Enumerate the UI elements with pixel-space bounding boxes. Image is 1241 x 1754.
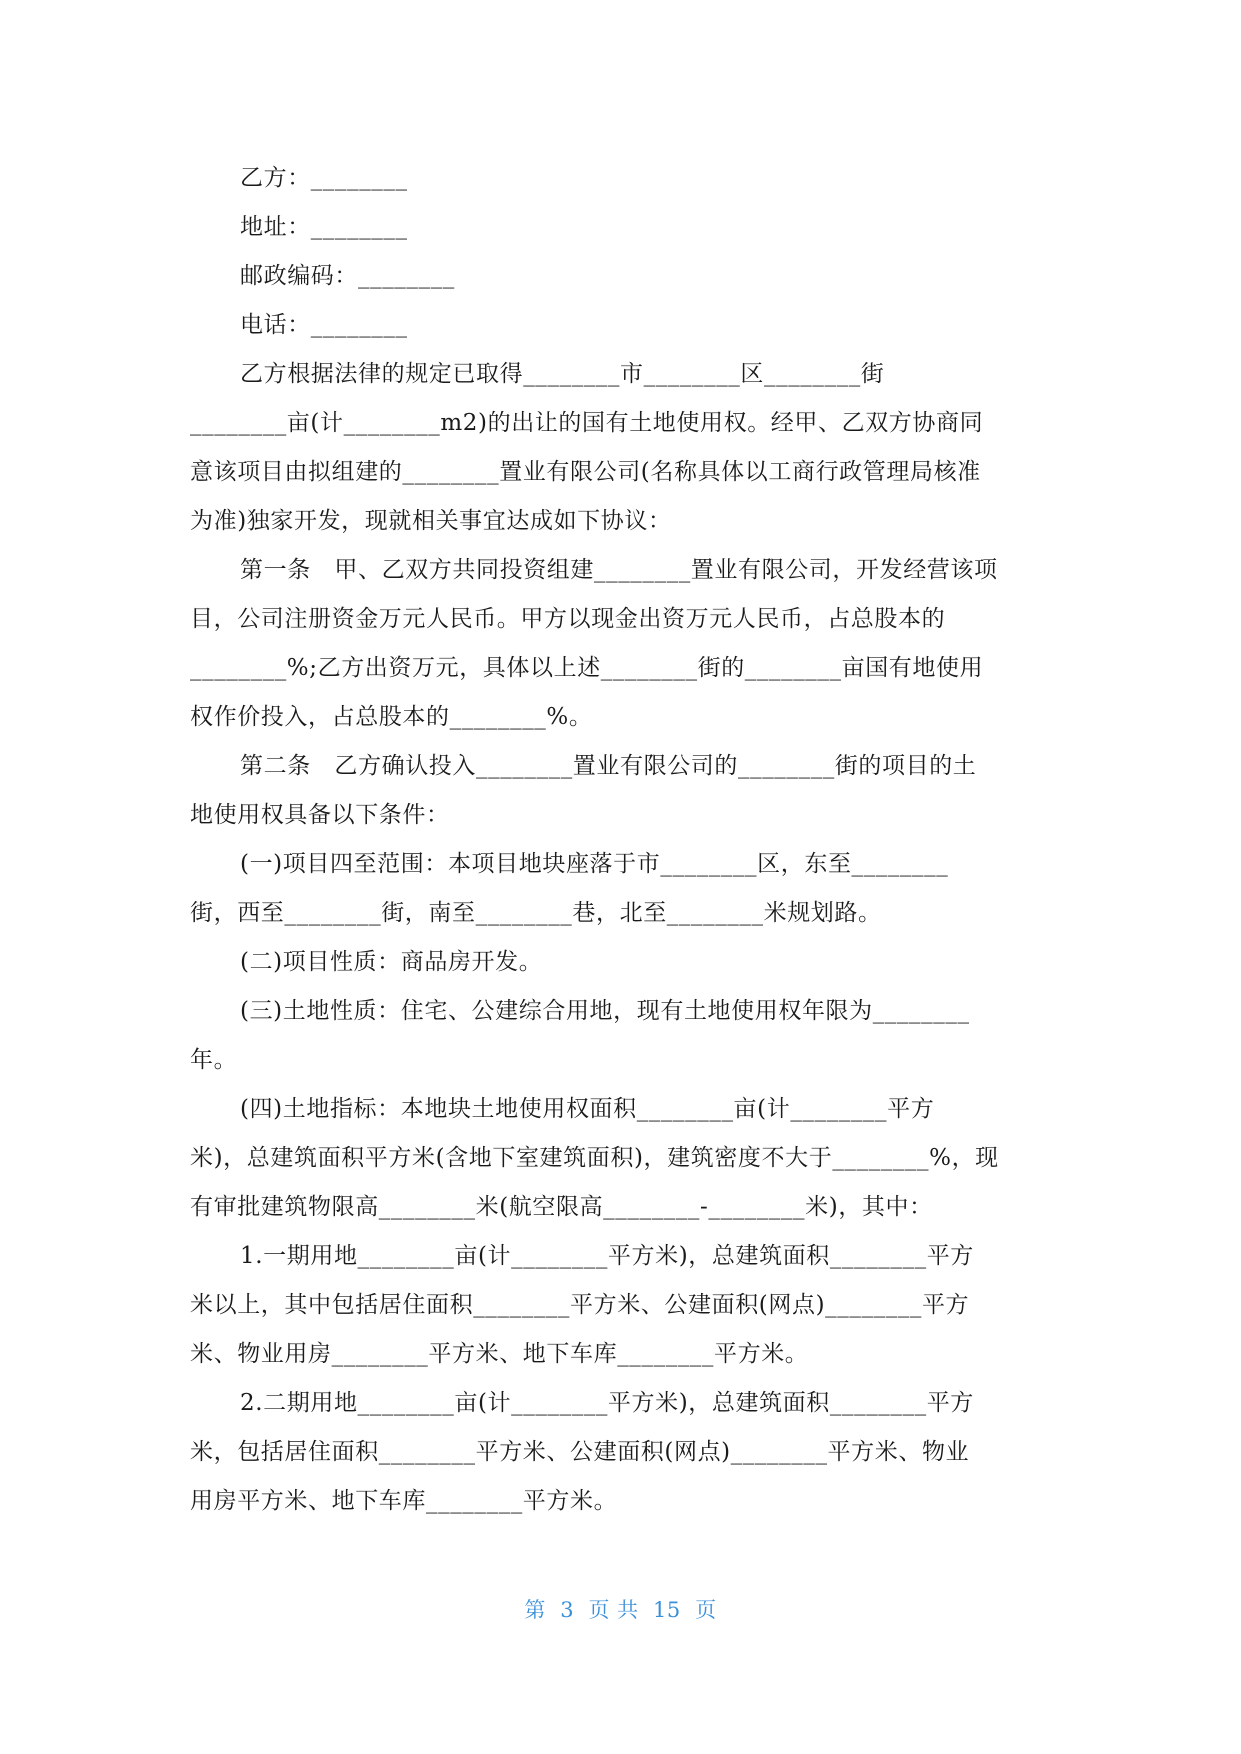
paragraph-line: 用房平方米、地下车库________平方米。 [190,1488,618,1514]
paragraph-line: 为准)独家开发，现就相关事宜达成如下协议： [190,508,672,534]
postcode-line: 邮政编码：________ [240,263,455,289]
paragraph-line: 目，公司注册资金万元人民币。甲方以现金出资万元人民币，占总股本的 [190,606,946,632]
address-line: 地址：________ [240,214,408,240]
item-2-line: (二)项目性质：商品房开发。 [240,949,543,975]
article-1-line: 第一条 甲、乙双方共同投资组建________置业有限公司，开发经营该项 [240,557,998,583]
paragraph-line: ________%;乙方出资万元，具体以上述________街的________亩国有地使用 [190,655,984,681]
paragraph-line: 米，包括居住面积________平方米、公建面积(网点)________平方米、物业 [190,1439,970,1465]
paragraph-line: 权作价投入，占总股本的________%。 [190,704,593,730]
phase-1-line: 1.一期用地________亩(计________平方米)，总建筑面积________平方 [240,1243,974,1269]
item-4-line: (四)土地指标：本地块土地使用权面积________亩(计________平方 [240,1096,935,1122]
paragraph-line: 街，西至________街，南至________巷，北至________米规划路。 [190,900,882,926]
page-number-footer [0,1594,1241,1624]
paragraph-line: 米)，总建筑面积平方米(含地下室建筑面积)，建筑密度不大于________%，现 [190,1145,999,1171]
page-number-label: 第 3 页 共 15 页 [524,1598,717,1622]
phase-2-line: 2.二期用地________亩(计________平方米)，总建筑面积________平方 [240,1390,974,1416]
paragraph-line: 乙方根据法律的规定已取得________市________区________街 [240,361,885,387]
paragraph-line: 地使用权具备以下条件： [190,802,450,828]
article-2-line: 第二条 乙方确认投入________置业有限公司的________街的项目的土 [240,753,977,779]
paragraph-line: 米以上，其中包括居住面积________平方米、公建面积(网点)________平方 [190,1292,970,1318]
paragraph-line: 意该项目由拟组建的________置业有限公司(名称具体以工商行政管理局核准 [190,459,981,485]
paragraph-line: 年。 [190,1047,238,1073]
paragraph-line: ________亩(计________m2)的出让的国有土地使用权。经甲、乙双方协商同 [190,410,984,436]
item-1-line: (一)项目四至范围：本项目地块座落于市________区，东至________ [240,851,949,877]
phone-line: 电话：________ [240,312,408,338]
paragraph-line: 有审批建筑物限高________米(航空限高________-________米)，其中： [190,1194,933,1220]
document-body [190,154,1060,1526]
party-b-line: 乙方：________ [240,165,408,191]
paragraph-line: 米、物业用房________平方米、地下车库________平方米。 [190,1341,809,1367]
item-3-line: (三)土地性质：住宅、公建综合用地，现有土地使用权年限为________ [240,998,970,1024]
